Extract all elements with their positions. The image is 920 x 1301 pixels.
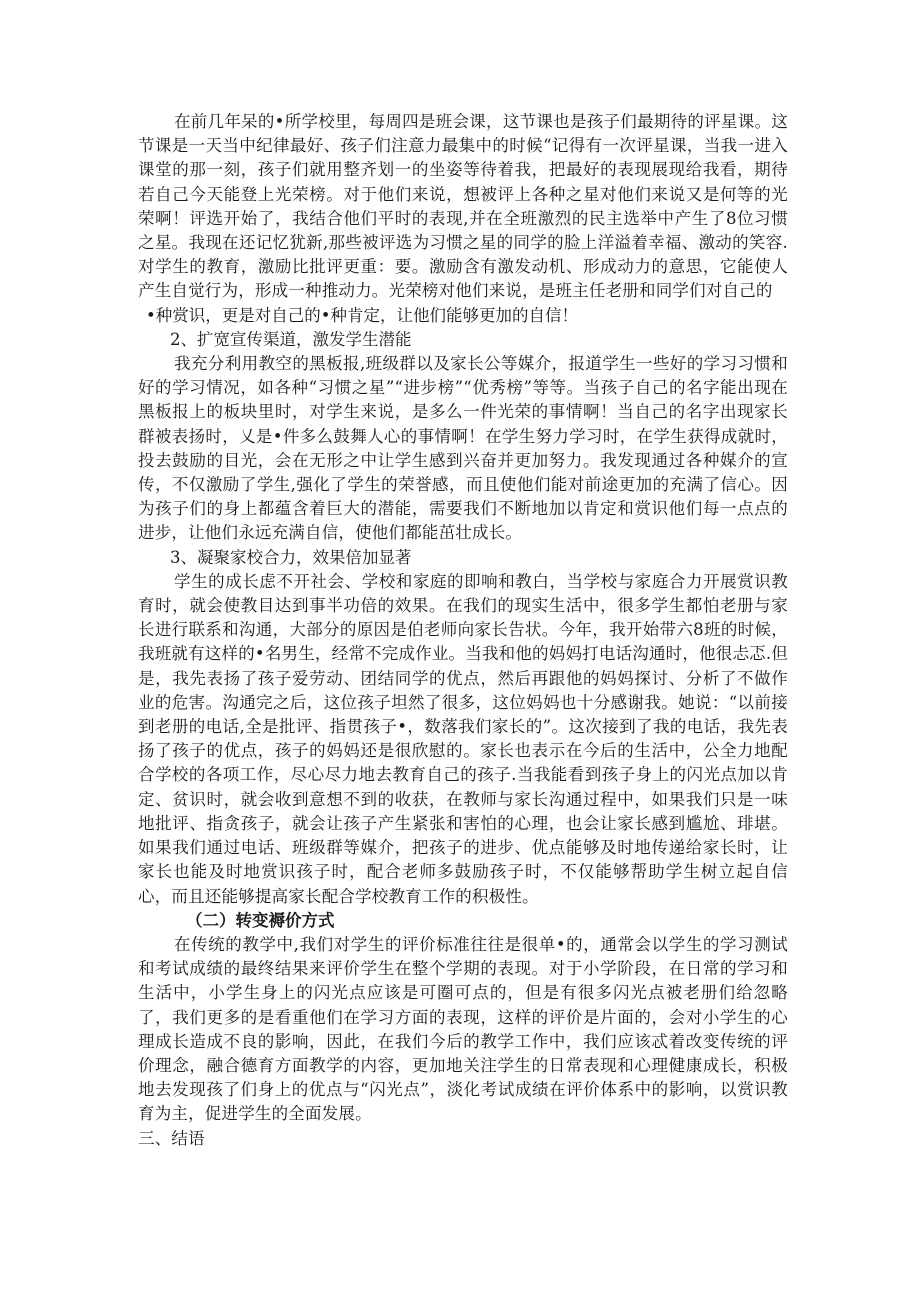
paragraph-home-school: 学生的成长虑不开社会、学校和家庭的即响和教白，当学校与家庭合力开展赏识教育时，就会使教目达到事半功倍的效果。在我们的现实生活中，很多学生都怕老册与家长进行联系和沟通，大部分的原因是伯老师向家长告状。今年，我开始带六8班的时候，我班就有这样的•名男生，经常不完成作业。当我和他的妈妈打电话沟通时，他很忐忑.但是，我先表扬了孩子爱劳动、团结同学的优点，然后再跟他的妈妈探讨、分析了不做作业的危害。沟通完之后，这位孩子坦然了很多，这位妈妈也十分感谢我。她说：“以前接到老册的电话,全是批评、指贯孩子•，数落我们家长的”。这次接到了我的电话，我先表扬了孩子的优点，孩子的妈妈还是很欣慰的。家长也表示在今后的生活中，公全力地配合学校的各项工作，尽心尽力地去教育自己的孩子.当我能看到孩子身上的闪光点加以肯定、贫识时，就会收到意想不到的收获，在教师与家长沟通过程中，如果我们只是一味地批评、指贪孩子，就会让孩子产生紧张和害怕的心理，也会让家长感到尴尬、琲堪。如果我们通过电话、班级群等媒介，把孩子的进步、优点能够及时地传递给家长时，让家长也能及时地赏识孩子时，配合老师多鼓励孩子时，不仅能够帮助学生树立起自信心，而且还能够提高家长配合学校教育工作的积极性。 bbox=[138, 571, 788, 906]
section-heading-2: 2、扩宽宣传渠道，激发学生潜能 bbox=[170, 329, 412, 349]
conclusion-heading: 三、结语 bbox=[138, 1128, 205, 1148]
document-page bbox=[138, 110, 788, 1151]
section-heading-3: 3、凝聚家校合力，效果倍加显著 bbox=[170, 547, 412, 567]
paragraph-star-evaluation-tail: •种赏识，更是对自己的•种肯定，让他们能够更加的自信！ bbox=[146, 305, 578, 325]
paragraph-publicity: 我充分利用教空的黑板报,班级群以及家长公等媒介，报道学生一些好的学习习惯和好的学习情况，如各种“习惯之星”“进步榜”“优秀榜”等等。当孩子自己的名字能出现在黑板报上的板块里时，对学生来说，是多么一件光荣的事情啊！当自己的名字出现家长群被表扬时，乂是•件多么鼓舞人心的事情啊！在学生努力学习时，在学生获得成就时，投去鼓励的目光，会在无形之中让学生感到兴奋并更加努力。我发现通过各种媒介的宣传，不仅激励了学生,强化了学生的荣誉感，而且使他们能对前途更加的充满了信心。因为孩子们的身上都蕴含着巨大的潜能，需要我们不断地加以肯定和赏识他们每一点点的进步，让他们永远充满自信，使他们都能茁壮成长。 bbox=[138, 354, 788, 543]
paragraph-evaluation-method: 在传统的教学中,我们对学生的评价标准往往是很单•的，通常会以学生的学习测试和考试成绩的最终结果来评价学生在整个学期的表现。对于小学阶段，在日常的学习和生活中，小学生身上的闪光点应该是可圈可点的，但是有很多闪光点被老册们给忽略了，我们更多的是看重他们在学习方面的表现，这样的评价是片面的，会对小学生的心理成长造成不良的影响，因此，在我们今后的教学工作中，我们应该忒着改变传统的评价理念，融合德育方面教学的内容，更加地关注学生的日常表现和心理健康成长，积极地去发现孩了们身上的优点与“闪光点”，淡化考试成绩在评价体系中的影响，以赏识教育为主，促进学生的全面发展。 bbox=[138, 934, 788, 1124]
subsection-heading: （二）转变褥价方式 bbox=[186, 910, 335, 930]
paragraph-star-evaluation: 在前几年呆的•所学校里，每周四是班会课，这节课也是孩子们最期待的评星课。这节课是一天当中纪律最好、孩子们注意力最集中的时候“记得有一次评星课，当我一进入课堂的那一刻，孩子们就用整齐划一的坐姿等待着我，把最好的表现展现给我看，期待若自己今天能登上光荣榜。对于他们来说，想被评上各种之星对他们来说又是何等的光荣啊！评选开始了，我结合他们平时的表现,并在全班激烈的民主选举中产生了8位习惯之星。我现在还记忆犹新,那些被评选为习惯之星的同学的脸上洋溢着幸福、激动的笑容.对学生的教育，激励比批评更重：要。激励含有激发动机、形成动力的意思，它能使人产生自觉行为，形成一种推动力。光荣榜对他们来说，是班主任老册和同学们对自己的 bbox=[138, 112, 788, 301]
